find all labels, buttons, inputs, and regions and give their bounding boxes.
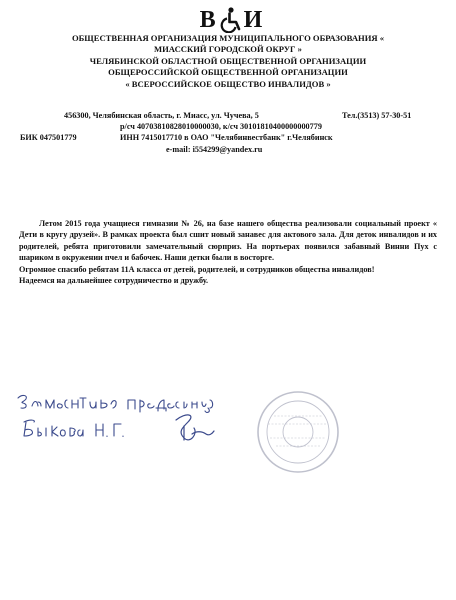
signature-scribble — [176, 415, 214, 440]
header-line-5: « ВСЕРОССИЙСКОЕ ОБЩЕСТВО ИНВАЛИДОВ » — [125, 78, 331, 89]
organization-header — [22, 33, 434, 90]
contact-details — [20, 110, 440, 155]
inn-bank-text: ИНН 7415017710 в ОАО "Челябинвестбанк" г.Челябинск — [120, 133, 333, 143]
signature-area — [0, 380, 456, 500]
address-text: 456300, Челябинская область, г. Миасс, ул. Чучева, 5 — [64, 111, 259, 120]
bik-text: БИК 047501779 — [20, 133, 77, 143]
header-line-3: ЧЕЛЯБИНСКОЙ ОБЛАСТНОЙ ОБЩЕСТВЕННОЙ ОРГАНИЗАЦИИ — [89, 55, 367, 66]
organization-logo — [186, 6, 276, 34]
letter-paragraph-1: Летом 2015 года учащиеся гимназии № 26, на базе нашего общества реализовали социальный проект « Дети в кругу друзей». В рамках проекта был сшит новый занавес для актового зала. Для деток инвалидов и их родителей, ребята приготовили замечательный сюрприз. На портьерах появился забавный Винни Пух с шариком в окружении пчел и бабочек. Наши детки были в восторге. — [19, 219, 437, 263]
header-line-2: МИАССКИЙ ГОРОДСКОЙ ОКРУГ » — [154, 44, 302, 55]
logo-letter-v: В — [199, 7, 216, 33]
wheelchair-icon — [218, 7, 242, 33]
round-stamp — [258, 392, 338, 472]
signature-title-handwritten — [18, 395, 213, 412]
letter-paragraph-2: Огромное спасибо ребятам 11А класса от детей, родителей, и сотрудников общества инвалидов! — [19, 264, 375, 274]
letter-paragraph-3: Надеемся на дальнейшее сотрудничество и дружбу. — [19, 276, 209, 286]
signature-name-handwritten — [24, 420, 123, 436]
header-line-1: ОБЩЕСТВЕННАЯ ОРГАНИЗАЦИЯ МУНИЦИПАЛЬНОГО ОБРАЗОВАНИЯ « — [71, 33, 385, 43]
header-line-4: ОБЩЕРОССИЙСКОЙ ОБЩЕСТВЕННОЙ ОРГАНИЗАЦИИ — [108, 67, 348, 78]
bank-accounts-text: р/сч 40703810828010000030, к/сч 30101810400000000779 — [120, 122, 322, 132]
logo-letter-i: И — [243, 7, 263, 33]
phone-text: Тел.(3513) 57-30-51 — [342, 111, 412, 120]
email-text: e-mail: i554299@yandex.ru — [166, 144, 263, 154]
letter-body — [19, 218, 437, 286]
